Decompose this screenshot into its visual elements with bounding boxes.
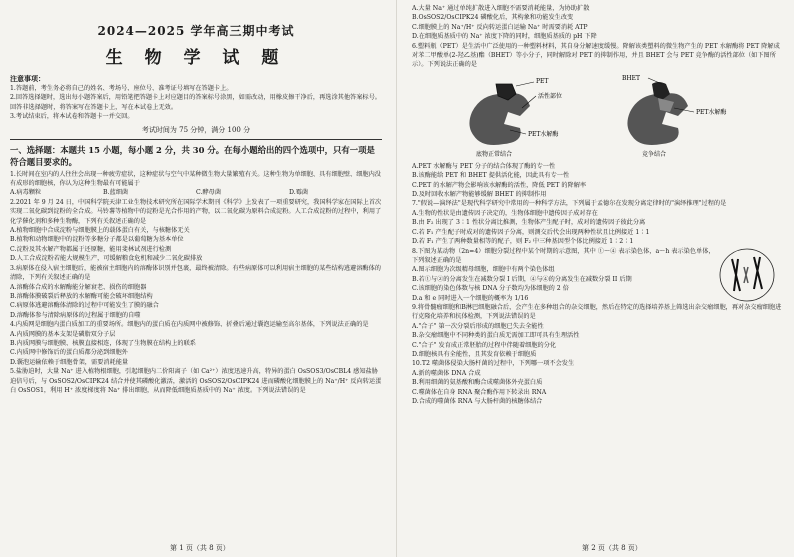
option: D.囊泡运输依赖于细胞骨架，需要消耗能量 [10, 358, 129, 366]
notice-item: 1.答题前，考生务必将自己的姓名、考场号、座位号、准考证号填写在答题卡上。 [10, 85, 233, 92]
option: A.图示细胞为次级精母细胞，细胞中有两个染色体组 [412, 266, 555, 274]
question-5: 5.盐胁迫时，大量 Na⁺ 进入植物根细胞，引起细胞内二价阳离子（如 Ca²⁺）浓度迅速升高，特异的蛋白 OsSOS3/OsCBL4 感知盐胁迫信号后，与 OsSOS2/OsCIPK24 结合并使其磷酸化激活，激活的 OsSOS2/OsCIPK24 进而磷酸化细胞膜上的 Na⁺/H⁺ 反向转运蛋白 OsSOS1，利用 H⁺ 浓度梯度将 Na⁺ 排出细胞，从而降低细胞质基质中的 Na⁺ 浓度。下列说法错误的是 [10, 368, 382, 394]
enzyme-diagram [412, 72, 784, 160]
caption-competitive: 竞争结合 [642, 150, 667, 158]
question-2-text: 2.2021 年 9 月 24 日，中国科学院天津工业生物技术研究所在国际学术期刊《科学》上发表了一项重要研究，我国科学家在国际上首次实现二氧化碳到淀粉的全合成。马铃薯等 [10, 198, 382, 216]
option: D.及时回收水解产物能够缓解 BHET 的抑制作用 [412, 191, 547, 199]
subject-title: 生 物 学 试 题 [105, 48, 287, 68]
label-active-site: 活性部位 [538, 92, 563, 100]
option: C.PET 的水解产物会影响该水解酶的活性，降低 PET 的降解率 [412, 181, 587, 189]
option: D.霉菌 [289, 189, 309, 197]
option: D.细胞核具有全能性，且其发育依赖于细胞质 [412, 350, 537, 358]
enzyme-left-illustration [469, 82, 536, 145]
option: B.内质网膜与细胞膜、核膜直接相连，体现了生物膜在结构上的联系 [10, 339, 196, 347]
label-enzyme: PET水解酶 [528, 130, 559, 138]
option: D.a 和 e 同时进入一个细胞的概率为 1/16 [412, 294, 529, 302]
question-9: 9.将骨髓瘤细胞和B淋巴细胞融合后，会产生在多种组合的杂交细胞，然后在特定的选择培养基上筛选出杂交瘤细胞，再对杂交瘤细胞进行克隆化培养和抗体检测，下列说法错误的是 [412, 303, 782, 321]
option: A.PET 水解酶与 PET 分子的结合体现了酶的专一性 [412, 162, 556, 170]
option: C.噬菌体在自身 RNA 聚合酶作用下转录出 RNA [412, 388, 547, 396]
option: A.溶酶体合成的水解酶能分解衰老、损伤的细胞器 [10, 283, 147, 291]
option: B.利用细菌的氨基酸和酶合成噬菌体外壳蛋白质 [412, 379, 543, 387]
question-2-text: 多种生物酶，下列有关叙述正确的是 [47, 217, 147, 225]
option: D.若 F₁ 产生了两种数量相等的配子，则 F₂ 中三种基因型个体比例接近 1∶2∶1 [412, 238, 634, 246]
question-8-block [412, 247, 784, 303]
notice-heading: 注意事项： [10, 74, 45, 83]
time-info: 考试时间为 75 分钟，满分 100 分 [141, 125, 251, 134]
option: D.合成的噬菌体 RNA 与大肠杆菌的核糖体结合 [412, 398, 543, 405]
option: A.内质网膜的基本支架是磷脂双分子层 [10, 330, 116, 338]
option: A.植物细胞中合成淀粉与细胞膜上的载体蛋白有关，与核糖体无关 [10, 227, 190, 235]
option: B.该酶能给 PET 和 BHET 提供活化能，因此具有专一性 [412, 172, 570, 180]
divider [10, 139, 382, 140]
question-10: 10.T2 噬菌体侵染大肠杆菌的过程中，下列哪一项不会发生 [412, 360, 575, 368]
exam-title: 2024—2025 学年高三期中考试 [97, 24, 295, 38]
option: C.该细胞的染色体数与核 DNA 分子数均为体细胞的 2 倍 [412, 285, 569, 293]
question-2-text: 植物中的淀粉是光合作用的产物，以二氧化碳为原料合成淀粉。人工合成淀粉的过程中，利用了化学催化剂和 [10, 208, 382, 225]
option: A.新的噬菌体 DNA 合成 [412, 369, 481, 377]
option: C.内质网中修饰后的蛋白质都分泌到细胞外 [10, 349, 128, 357]
option: D.在细胞质基质中的 Na⁺ 浓度下降的同时，细胞质基质的 pH 下降 [412, 33, 597, 41]
option: B.溶酶体膜破裂后释放的水解酶可能会破坏细胞结构 [10, 292, 153, 300]
question-1-options [10, 188, 382, 197]
question-2 [10, 198, 382, 226]
page-number: 第 1 页（共 8 页） [170, 544, 230, 552]
option: A."合子" 第一次分裂后形成的细胞已失去全能性 [412, 322, 544, 330]
enzyme-figure [412, 72, 784, 160]
option: A.病毒颗粒 [10, 189, 42, 197]
question-8: 8.下图为某动物（2n=4）细胞分裂过程中某个时期的示意图，其中 ①～④ 表示染色体，a～h 表示染色单体，下列叙述正确的是 [412, 247, 715, 264]
option: D.溶酶体参与清除病原体的过程属于细胞的自噬 [10, 311, 141, 319]
option: C."合子" 发育成正常胚胎的过程中伴随着细胞的分化 [412, 341, 557, 349]
option: A.生物的性状是由遗传因子决定的，生物体细胞中遗传因子成对存在 [412, 209, 598, 217]
option: C.细胞膜上的 Na⁺/H⁺ 反向转运蛋白运输 Na⁺ 时需要消耗 ATP [412, 23, 588, 31]
page-number: 第 2 页（共 8 页） [582, 544, 642, 552]
enzyme-right-illustration [627, 78, 694, 145]
option: A.大量 Na⁺ 通过单纯扩散进入细胞不需要消耗能量，为协助扩散 [412, 5, 590, 12]
page-1 [10, 4, 382, 544]
question-3: 3.病原体在侵入宿主细胞后，能被宿主细胞内的溶酶体识别并包裹，最终被清除。有些病原体可以利用宿主细胞的某些结构逃避溶酶体的清除，下列有关叙述正确的是 [10, 264, 381, 282]
option: C.若 F₁ 产生配子时成对的遗传因子分离，则测交后代会出现两种性状且比例接近 1∶1 [412, 228, 650, 236]
notice-item: 2.回答选择题时，选出每小题答案后，用铅笔把答题卡上对应题目的答案标号涂黑，如需改动，用橡皮擦干净后，再选涂其他答案标号。回答非选择题时，将答案写在答题卡上，写在本试卷上无效。 [10, 94, 381, 111]
option: C.酵母菌 [196, 189, 222, 197]
caption-normal: 底物正常结合 [476, 150, 513, 158]
question-1: 1.长时间在室内的人往往会出现一种疲劳症状，这种症状与空气中某种微生物大量繁殖有关。这种生物为单细胞、具有细胞壁、细胞内没有成形的细胞核，你认为这种生物最有可能属于 [10, 170, 381, 188]
label-bhet: BHET [622, 74, 641, 82]
question-6: 6.塑料瓶（PET）是生活中广泛使用的一种塑料材料，其自身分解速度缓慢。降解该类塑料的微生物产生的 PET 水解酶将 PET 降解成对苯二甲酸单(2-羟乙基)酯（BHET）等小分子，同时解除对 PET 的抑制作用，并且 BHET 会与 PET 竞争酶的活性部位（如下图所示）。下列说法正确的是 [412, 42, 780, 69]
section-heading: 一、选择题：本题共 15 小题，每小题 2 分，共 30 分。在每小题给出的四个选项中，只有一项是符合题目要求的。 [10, 144, 375, 167]
option: B.OsSOS2/OsCIPK24 磷酸化后，其构象和功能发生改变 [412, 14, 574, 22]
option: B.若①与②的分离发生在减数分裂 I 后期，④与④的分离发生在减数分裂 II 后期 [412, 275, 632, 283]
question-7: 7."假说—演绎法"是现代科学研究中常用的一种科学方法，下列属于孟德尔在发现分离定律时的"演绎推理"过程的是 [412, 200, 727, 208]
option: B.由 F₂ 出现了 3∶1 性状分离比推测，生物体产生配子时，成对的遗传因子彼此分离 [412, 219, 646, 227]
label-enzyme-2: PET水解酶 [696, 108, 727, 116]
option: C.淀粉及其水解产物都属于还原糖，能用斐林试剂进行检测 [10, 245, 172, 253]
option: C.病原体逃避溶酶体清除的过程中可能发生了膜的融合 [10, 302, 159, 310]
page-2 [412, 4, 784, 544]
option: B.杂交瘤细胞中不同种类的蛋白质无需加工即可具有生理活性 [412, 332, 580, 340]
chromosome-figure [718, 247, 776, 303]
option: B.植物和动物细胞中的淀粉等多糖分子都是以葡萄糖为基本单位 [10, 236, 184, 244]
option: D.人工合成淀粉若能大规模生产，可缓解粮食危机和减少二氧化碳排放 [10, 255, 203, 263]
notice-item: 3.考试结束后，将本试卷和答题卡一并交回。 [10, 113, 134, 121]
page-divider [396, 0, 397, 557]
question-4: 4.内质网是细胞内蛋白质加工的重要场所。细胞内的蛋白质在内质网中被修饰、折叠后通过囊泡运输至高尔基体，下列说法正确的是 [10, 321, 369, 329]
label-pet: PET [536, 77, 549, 85]
option: B.蓝细菌 [103, 189, 129, 197]
